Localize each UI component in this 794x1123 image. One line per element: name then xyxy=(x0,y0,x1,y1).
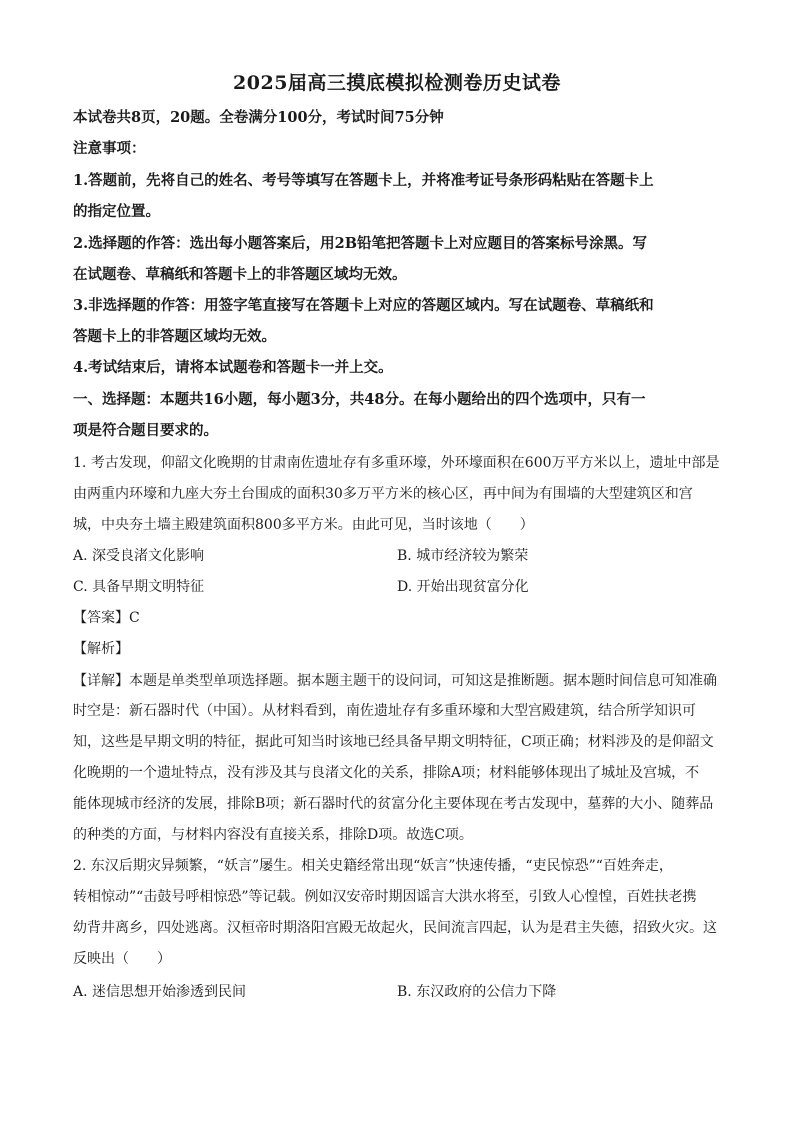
question-1-option-d: D. 开始出现贫富分化 xyxy=(397,579,529,595)
question-1-option-c: C. 具备早期文明特征 xyxy=(73,579,205,595)
question-2-option-b: B. 东汉政府的公信力下降 xyxy=(397,984,557,1000)
notice-line: 答题卡上的非答题区域均无效。 xyxy=(73,328,276,345)
question-1-detail: 知，这些是早期文明的特征，据此可知当时该地已经具备早期文明特征，C项正确；材料涉及的是仰韶文 xyxy=(73,734,714,750)
question-2-stem: 2. 东汉后期灾异频繁，“妖言”屡生。相关史籍经常出现“妖言”快速传播，“吏民惊恐”“百姓奔走， xyxy=(73,858,673,874)
question-1-analysis-heading: 【解析】 xyxy=(73,641,129,657)
question-1-detail: 的种类的方面，与材料内容没有直接关系，排除D项。故选C项。 xyxy=(73,827,473,843)
question-1-option-a: A. 深受良渚文化影响 xyxy=(73,548,205,564)
notice-line: 的指定位置。 xyxy=(73,203,160,220)
question-1-stem: 1. 考古发现，仰韶文化晚期的甘肃南佐遗址存有多重环壕，外环壕面积在600万平方米以上，遗址中部是 xyxy=(73,455,720,471)
notice-line: 1.答题前，先将自己的姓名、考号等填写在答题卡上，并将准考证号条形码粘贴在答题卡上 xyxy=(73,172,654,189)
notice-line: 3.非选择题的作答：用签字笔直接写在答题卡上对应的答题区域内。写在试题卷、草稿纸和 xyxy=(73,297,654,314)
question-2-stem: 反映出（ ） xyxy=(73,951,171,967)
question-1-stem: 城，中央夯土墙主殿建筑面积800多平方米。由此可见，当时该地（ ） xyxy=(73,517,534,533)
question-1-detail: 化晚期的一个遗址特点，没有涉及其与良渚文化的关系，排除A项；材料能够体现出了城址及宫城，不 xyxy=(73,765,700,781)
question-1-option-b: B. 城市经济较为繁荣 xyxy=(397,548,529,564)
question-1-stem: 由两重内环壕和九座大夯土台围成的面积30多万平方米的核心区，再中间为有围墙的大型建筑区和宫 xyxy=(73,486,693,502)
notice-line: 在试题卷、草稿纸和答题卡上的非答题区域均无效。 xyxy=(73,266,407,283)
question-1-detail: 【详解】本题是单类型单项选择题。据本题主题干的设问词，可知这是推断题。据本题时间信息可知准确 xyxy=(73,673,717,689)
notice-heading: 注意事项： xyxy=(73,140,146,157)
exam-title: 2025届高三摸底模拟检测卷历史试卷 xyxy=(233,72,561,94)
section-heading: 项是符合题目要求的。 xyxy=(73,422,218,439)
question-2-option-a: A. 迷信思想开始渗透到民间 xyxy=(73,984,247,1000)
question-1-answer: 【答案】C xyxy=(73,610,140,626)
section-heading: 一、选择题：本题共16小题，每小题3分，共48分。在每小题给出的四个选项中，只有一 xyxy=(73,391,646,408)
question-1-detail: 时空是：新石器时代（中国）。从材料看到，南佐遗址存有多重环壕和大型宫殿建筑，结合所学知识可 xyxy=(73,703,696,719)
exam-summary: 本试卷共8页，20题。全卷满分100分，考试时间75分钟 xyxy=(73,109,444,126)
question-2-stem: 幼背井离乡，四处逃离。汉桓帝时期洛阳宫殿无故起火，民间流言四起，认为是君主失德，招致火灾。这 xyxy=(73,920,717,936)
question-1-detail: 能体现城市经济的发展，排除B项；新石器时代的贫富分化主要体现在考古发现中，墓葬的大小、随葬品 xyxy=(73,796,714,812)
notice-line: 2.选择题的作答：选出每小题答案后，用2B铅笔把答题卡上对应题目的答案标号涂黑。写 xyxy=(73,235,647,252)
notice-line: 4.考试结束后，请将本试题卷和答题卡一并上交。 xyxy=(73,359,393,376)
question-2-stem: 转相惊动”“击鼓号呼相惊恐”等记载。例如汉安帝时期因谣言大洪水将至，引致人心惶惶，百姓扶老携 xyxy=(73,889,697,905)
